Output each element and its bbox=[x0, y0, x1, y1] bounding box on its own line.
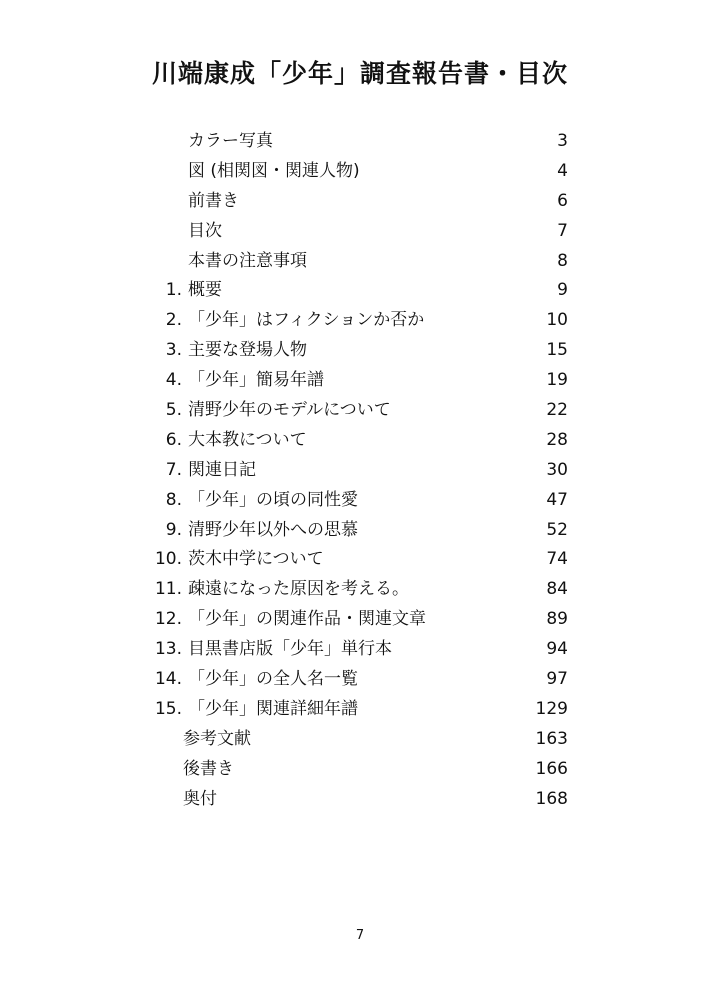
toc-entry-title: 疎遠になった原因を考える。 bbox=[188, 579, 409, 600]
toc-entry bbox=[0, 157, 720, 187]
toc-entry bbox=[0, 665, 720, 695]
toc-entry-title: 主要な登場人物 bbox=[188, 340, 307, 361]
toc-entry-title: 「少年」はフィクションか否か bbox=[188, 310, 425, 331]
toc-entry-page: 15 bbox=[546, 340, 568, 361]
toc-entry-page: 89 bbox=[546, 609, 568, 630]
toc-entry-title: 目黒書店版「少年」単行本 bbox=[188, 639, 392, 660]
toc-entry-page: 8 bbox=[557, 250, 568, 271]
toc-entry-title: 図 (相関図・関連人物) bbox=[188, 160, 360, 181]
toc-entry-number: 3. bbox=[165, 340, 182, 361]
toc-entry bbox=[0, 575, 720, 605]
toc-entry-number: 15. bbox=[154, 698, 182, 719]
toc-entry-title: 茨木中学について bbox=[188, 549, 324, 570]
toc-entry bbox=[0, 396, 720, 426]
toc-entry-number: 6. bbox=[165, 429, 182, 450]
toc-entry bbox=[0, 366, 720, 396]
toc-entry-title: 「少年」の関連作品・関連文章 bbox=[188, 609, 426, 630]
toc-entry-title: 「少年」の頃の同性愛 bbox=[188, 489, 358, 510]
toc-entry-page: 9 bbox=[557, 280, 568, 301]
toc-entry bbox=[0, 456, 720, 486]
toc-entry-title: カラー写真 bbox=[188, 131, 273, 151]
toc-entry-title: 本書の注意事項 bbox=[188, 250, 307, 271]
toc-entry bbox=[0, 247, 720, 277]
table-of-contents bbox=[0, 127, 720, 814]
toc-entry-title: 奥付 bbox=[183, 788, 217, 809]
toc-entry-page: 28 bbox=[546, 429, 568, 450]
toc-entry-number: 4. bbox=[165, 370, 182, 391]
toc-entry-number: 1. bbox=[165, 280, 182, 301]
toc-entry bbox=[0, 725, 720, 755]
toc-entry bbox=[0, 276, 720, 306]
toc-entry-title: 関連日記 bbox=[188, 459, 256, 480]
toc-entry bbox=[0, 306, 720, 336]
toc-entry-number: 13. bbox=[154, 639, 182, 660]
toc-entry bbox=[0, 635, 720, 665]
toc-entry-number: 12. bbox=[154, 609, 182, 630]
toc-entry-number: 8. bbox=[165, 489, 182, 510]
toc-entry-page: 7 bbox=[557, 220, 568, 241]
toc-entry-page: 94 bbox=[546, 639, 568, 660]
footer-page-number: 7 bbox=[355, 928, 365, 943]
toc-entry-page: 52 bbox=[546, 519, 568, 540]
toc-entry-title: 概要 bbox=[188, 280, 222, 301]
toc-entry-title: 前書き bbox=[188, 190, 239, 211]
toc-entry-page: 3 bbox=[557, 131, 568, 151]
toc-entry-page: 74 bbox=[546, 549, 568, 570]
page-title: 川端康成「少年」調査報告書・目次 bbox=[151, 59, 568, 88]
toc-entry-page: 6 bbox=[557, 190, 568, 211]
toc-entry bbox=[0, 426, 720, 456]
toc-entry-page: 47 bbox=[546, 489, 568, 510]
toc-entry bbox=[0, 545, 720, 575]
toc-entry-page: 97 bbox=[546, 669, 568, 690]
toc-entry bbox=[0, 217, 720, 247]
toc-entry-page: 19 bbox=[546, 370, 568, 391]
toc-entry-page: 4 bbox=[557, 160, 568, 181]
toc-entry bbox=[0, 785, 720, 815]
toc-entry-number: 7. bbox=[165, 459, 182, 480]
toc-entry-title: 「少年」関連詳細年譜 bbox=[188, 698, 358, 719]
toc-entry bbox=[0, 516, 720, 546]
toc-entry-title: 目次 bbox=[188, 220, 222, 241]
toc-entry bbox=[0, 127, 720, 157]
toc-entry-page: 22 bbox=[546, 400, 568, 421]
toc-entry-page: 30 bbox=[546, 459, 568, 480]
toc-entry-page: 129 bbox=[535, 698, 568, 719]
toc-entry-title: 「少年」簡易年譜 bbox=[188, 370, 324, 391]
toc-entry bbox=[0, 187, 720, 217]
toc-entry-number: 5. bbox=[165, 400, 182, 421]
toc-entry-page: 163 bbox=[535, 728, 568, 749]
toc-entry-page: 168 bbox=[535, 788, 568, 809]
toc-entry-title: 「少年」の全人名一覧 bbox=[188, 669, 358, 690]
toc-entry-title: 清野少年以外への思慕 bbox=[188, 519, 358, 540]
toc-entry-title: 参考文献 bbox=[183, 728, 251, 749]
toc-entry-number: 10. bbox=[154, 549, 182, 570]
toc-entry bbox=[0, 486, 720, 516]
toc-entry-number: 2. bbox=[165, 310, 182, 331]
toc-entry-number: 11. bbox=[154, 579, 182, 600]
toc-entry-title: 大本教について bbox=[188, 429, 307, 450]
toc-entry-page: 84 bbox=[546, 579, 568, 600]
toc-entry-page: 10 bbox=[546, 310, 568, 331]
toc-entry-title: 清野少年のモデルについて bbox=[188, 400, 391, 421]
toc-entry-title: 後書き bbox=[183, 758, 234, 779]
toc-entry bbox=[0, 336, 720, 366]
toc-entry bbox=[0, 755, 720, 785]
toc-entry-page: 166 bbox=[535, 758, 568, 779]
toc-entry-number: 9. bbox=[165, 519, 182, 540]
toc-entry bbox=[0, 695, 720, 725]
toc-entry bbox=[0, 605, 720, 635]
toc-entry-number: 14. bbox=[154, 669, 182, 690]
